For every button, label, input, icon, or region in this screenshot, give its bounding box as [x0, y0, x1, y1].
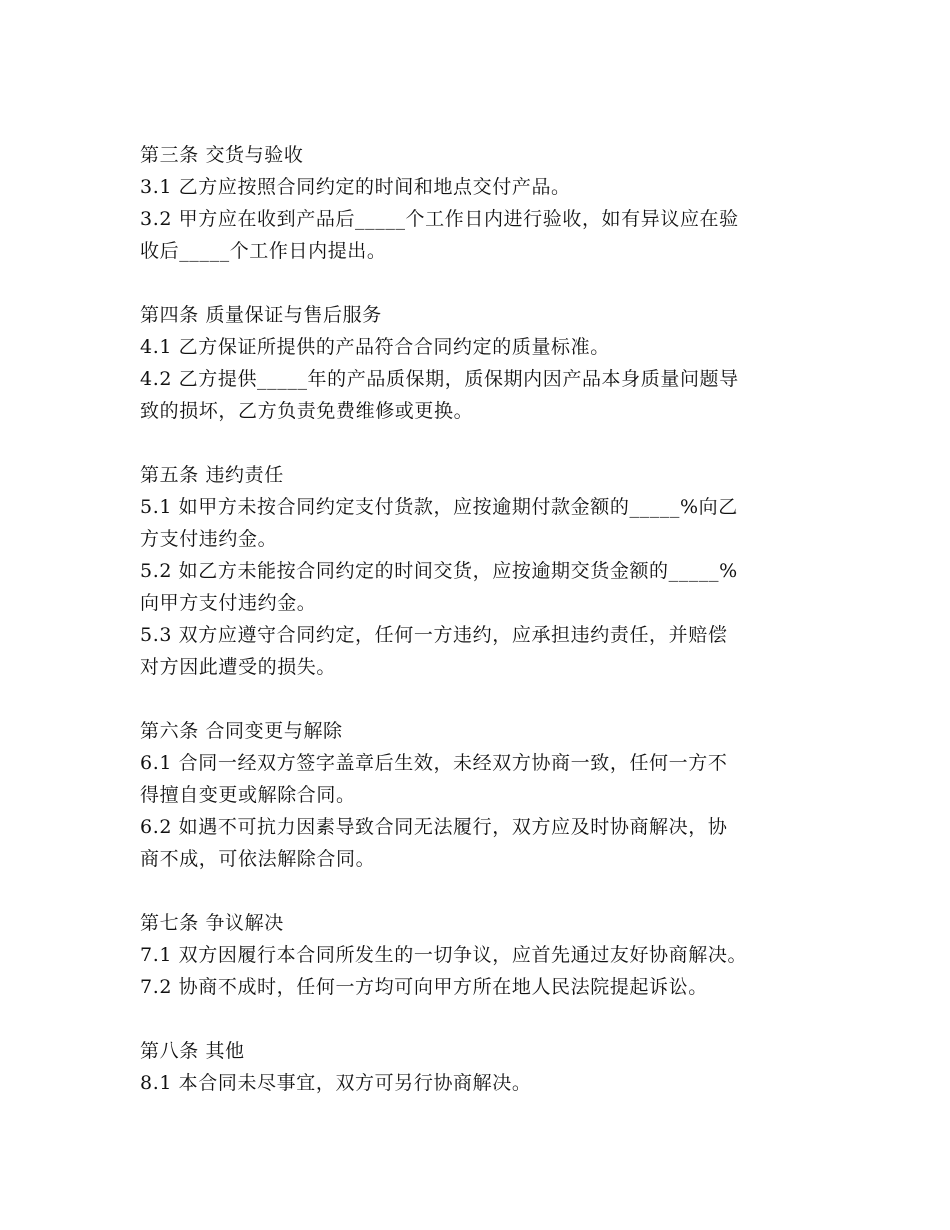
- clause-line: 得擅自变更或解除合同。: [140, 784, 356, 806]
- clause-line: 向甲方支付违约金。: [140, 592, 317, 614]
- clause-line: 3.2 甲方应在收到产品后_____个工作日内进行验收，如有异议应在验: [140, 208, 739, 230]
- clause-line: 8.1 本合同未尽事宜，双方可另行协商解决。: [140, 1072, 532, 1094]
- clause-line: 6.1 合同一经双方签字盖章后生效，未经双方协商一致，任何一方不: [140, 752, 728, 774]
- article-heading: 第四条 质量保证与售后服务: [140, 304, 382, 326]
- article-5-liability: [140, 459, 840, 683]
- clause-line: 4.1 乙方保证所提供的产品符合合同约定的质量标准。: [140, 336, 610, 358]
- clause-line: 7.2 协商不成时，任何一方均可向甲方所在地人民法院提起诉讼。: [140, 976, 708, 998]
- clause-line: 4.2 乙方提供_____年的产品质保期，质保期内因产品本身质量问题导: [140, 368, 739, 390]
- article-4-quality-warranty: [140, 299, 840, 427]
- clause-line: 3.1 乙方应按照合同约定的时间和地点交付产品。: [140, 176, 571, 198]
- clause-line: 商不成，可依法解除合同。: [140, 848, 376, 870]
- clause-line: 6.2 如遇不可抗力因素导致合同无法履行，双方应及时协商解决，协: [140, 816, 728, 838]
- contract-body: [140, 139, 840, 1099]
- clause-line: 收后_____个工作日内提出。: [140, 240, 387, 262]
- clause-line: 对方因此遭受的损失。: [140, 656, 337, 678]
- article-8-other: [140, 1035, 840, 1099]
- article-6-amendment-termination: [140, 715, 840, 875]
- clause-line: 致的损坏，乙方负责免费维修或更换。: [140, 400, 474, 422]
- article-3-delivery-acceptance: [140, 139, 840, 267]
- article-heading: 第七条 争议解决: [140, 912, 284, 934]
- clause-line: 5.3 双方应遵守合同约定，任何一方违约，应承担违约责任，并赔偿: [140, 624, 728, 646]
- article-heading: 第八条 其他: [140, 1040, 245, 1062]
- article-heading: 第三条 交货与验收: [140, 144, 304, 166]
- article-heading: 第六条 合同变更与解除: [140, 720, 343, 742]
- clause-line: 5.2 如乙方未能按合同约定的时间交货，应按逾期交货金额的_____%: [140, 560, 738, 582]
- clause-line: 方支付违约金。: [140, 528, 278, 550]
- article-7-dispute-resolution: [140, 907, 840, 1003]
- clause-line: 5.1 如甲方未按合同约定支付货款，应按逾期付款金额的_____%向乙: [140, 496, 738, 518]
- article-heading: 第五条 违约责任: [140, 464, 284, 486]
- clause-line: 7.1 双方因履行本合同所发生的一切争议，应首先通过友好协商解决。: [140, 944, 748, 966]
